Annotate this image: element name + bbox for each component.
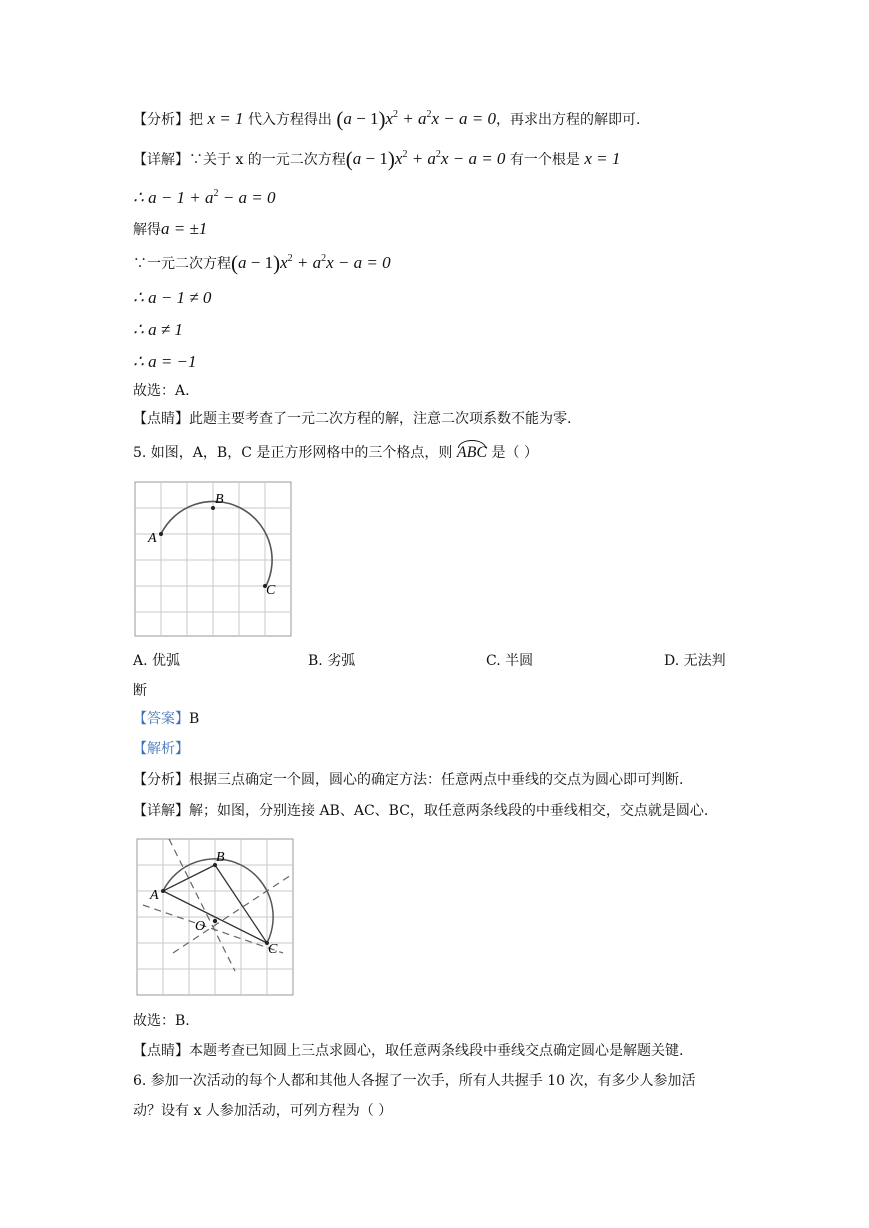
math-root: x = 1 — [584, 149, 621, 168]
analysis-label: 【分析】 — [133, 112, 189, 128]
explain-label: 【解析】 — [133, 741, 189, 757]
answer-line — [133, 709, 199, 729]
point-b-label: B — [216, 850, 225, 865]
point-a-label: A — [150, 888, 159, 903]
figure-circle-center — [133, 835, 295, 997]
detail-label: 【详解】 — [133, 152, 189, 168]
equation: $(a - 1)x^2 + a^2x - a = 0$ — [345, 147, 506, 171]
question-6-line-1: 6. 参加一次活动的每个人都和其他人各握了一次手，所有人共握手 10 次，有多少人参加活 — [133, 1073, 696, 1089]
point-b-label: B — [215, 492, 224, 507]
arc-curve — [163, 859, 273, 943]
detail-line: 【详解】∵关于 x 的一元二次方程$(a - 1)x^2 + a^2x - a = 0$ 有一个根是 x = 1 — [133, 147, 621, 171]
option-d-continued: 断 — [133, 683, 147, 699]
analysis-line: 【分析】把 x = 1 代入方程得出 $(a - 1)x^2 + a^2x - a = 0$，再求出方程的解即可. — [133, 107, 641, 131]
q5-analysis-line: 【分析】根据三点确定一个圆，圆心的确定方法：任意两点中垂线的交点为圆心即可判断. — [133, 772, 684, 788]
q5-choose: 故选：B. — [133, 1013, 190, 1029]
step-6: ∴ a = −1 — [133, 352, 197, 371]
step-1: ∴ $a - 1 + a^2 - a = 0$ — [133, 188, 276, 207]
option-a[interactable]: A. 优弧 — [133, 653, 181, 669]
arc-curve — [161, 501, 272, 586]
equation: $(a - 1)x^2 + a^2x - a = 0$ — [231, 251, 391, 275]
equation: $(a - 1)x^2 + a^2x - a = 0$ — [336, 107, 497, 131]
answer-label: 【答案】 — [133, 711, 189, 727]
option-b[interactable]: B. 劣弧 — [308, 653, 356, 669]
point-c-label: C — [266, 583, 276, 598]
math-x-eq-1: x = 1 — [207, 109, 244, 128]
question-6-line-2: 动？设有 x 人参加活动，可列方程为（ ） — [133, 1103, 393, 1119]
figure-arc-grid — [133, 480, 295, 640]
comment-label: 【点睛】 — [133, 411, 189, 427]
arc-abc-symbol: ABC — [456, 444, 488, 461]
answer-value: B — [189, 711, 200, 727]
q5-detail-line: 【详解】解；如图，分别连接 AB、AC、BC，取任意两条线段的中垂线相交，交点就是圆心. — [133, 803, 709, 819]
question-5-stem: 5. 如图，A，B，C 是正方形网格中的三个格点，则 ABC 是（ ） — [133, 444, 538, 461]
choose-a: 故选：A. — [133, 383, 190, 399]
point-c-label: C — [268, 942, 278, 957]
step-4: ∴ a − 1 ≠ 0 — [133, 288, 212, 307]
point-a-label: A — [148, 531, 157, 546]
grid — [135, 482, 291, 636]
step-2: 解得a = ±1 — [133, 219, 208, 238]
comment-line: 【点睛】此题主要考查了一元二次方程的解，注意二次项系数不能为零. — [133, 411, 572, 427]
option-d[interactable]: D. 无法判 — [664, 653, 726, 669]
q5-comment-line: 【点睛】本题考查已知圆上三点求圆心，取任意两条线段中垂线交点确定圆心是解题关键. — [133, 1043, 684, 1059]
option-c[interactable]: C. 半圆 — [486, 653, 534, 669]
center-o-label: O — [195, 919, 206, 934]
step-3: ∵一元二次方程$(a - 1)x^2 + a^2x - a = 0$ — [133, 251, 391, 275]
step-5: ∴ a ≠ 1 — [133, 320, 183, 339]
